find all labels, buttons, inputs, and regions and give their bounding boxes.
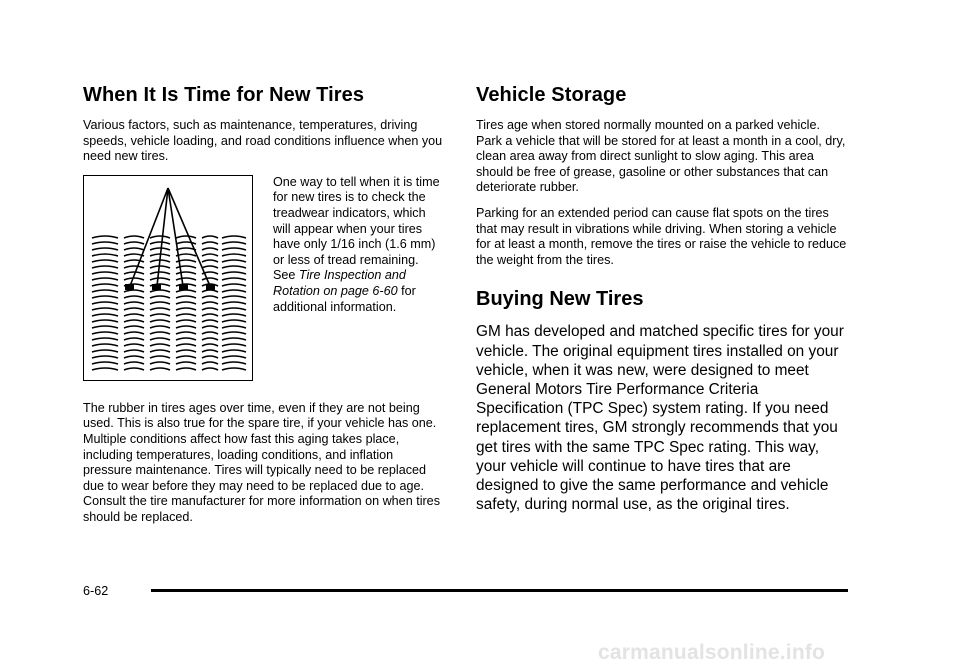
tread-line: [92, 248, 118, 250]
tread-line: [150, 314, 170, 316]
tread-line: [92, 338, 118, 340]
buying-paragraph: GM has developed and matched specific tires for your vehicle. The original equipment tires installed on your vehicle, when it was new, were designed to meet General Motors Tire Performance Criteria Specification (TPC Spec) system rating. If you need replacement tires, GM strongly recommends that you get tires with the same TPC Spec rating. This way, your vehicle will continue to have tires that are designed to give the same performance and vehicle safety, during normal use, as the original tires.: [476, 323, 844, 514]
tread-line: [150, 350, 170, 352]
tread-line: [202, 266, 218, 268]
tread-line: [202, 362, 218, 364]
heading-new-tires: When It Is Time for New Tires: [83, 84, 365, 106]
tread-line: [92, 302, 118, 304]
tread-line: [202, 368, 218, 370]
tread-line: [92, 344, 118, 346]
tread-line: [92, 242, 118, 244]
tread-line: [150, 368, 170, 370]
tread-line: [92, 236, 118, 238]
tread-line: [150, 362, 170, 364]
tread-line: [176, 314, 196, 316]
tread-line: [150, 236, 170, 238]
heading-vehicle-storage: Vehicle Storage: [476, 84, 627, 106]
tread-line: [124, 308, 144, 310]
tread-line: [92, 362, 118, 364]
tread-line: [124, 248, 144, 250]
tread-line: [124, 338, 144, 340]
tread-line: [124, 356, 144, 358]
tread-line: [176, 362, 196, 364]
tread-line: [202, 242, 218, 244]
tread-line: [176, 320, 196, 322]
tread-line: [124, 362, 144, 364]
tread-line: [92, 356, 118, 358]
tread-line: [176, 350, 196, 352]
tread-line: [176, 344, 196, 346]
tread-line: [202, 296, 218, 298]
tread-line: [176, 326, 196, 328]
tread-line: [176, 332, 196, 334]
tread-line: [176, 296, 196, 298]
treadwear-text-after: for additional information.: [273, 283, 416, 314]
tread-line: [124, 368, 144, 370]
tread-line: [92, 326, 118, 328]
tread-line: [124, 350, 144, 352]
tread-line: [150, 242, 170, 244]
tread-line: [124, 344, 144, 346]
tread-line: [202, 320, 218, 322]
tread-line: [176, 242, 196, 244]
tread-line: [150, 248, 170, 250]
tread-line: [222, 356, 246, 358]
tread-line: [202, 308, 218, 310]
tread-line: [176, 302, 196, 304]
tread-line: [222, 362, 246, 364]
tread-line: [124, 332, 144, 334]
tread-line: [222, 308, 246, 310]
tread-line: [176, 278, 196, 280]
tread-line: [92, 332, 118, 334]
tread-line: [222, 290, 246, 292]
tread-line: [222, 350, 246, 352]
tread-line: [202, 332, 218, 334]
tread-line: [222, 296, 246, 298]
tread-line: [150, 308, 170, 310]
tread-line: [202, 314, 218, 316]
tread-line: [92, 314, 118, 316]
treadwear-description: [273, 175, 443, 315]
tread-line: [222, 302, 246, 304]
tread-line: [124, 302, 144, 304]
tread-line: [222, 284, 246, 286]
storage-paragraph-2: Parking for an extended period can cause flat spots on the tires that may result in vibrations while driving. When storing a vehicle for at least a month, remove the tires or raise the vehicle to reduce the weight from the tires.: [476, 205, 847, 267]
tire-inspection-link[interactable]: Tire Inspection and Rotation on page 6‑60: [273, 268, 406, 298]
tread-line: [92, 296, 118, 298]
tread-line: [92, 308, 118, 310]
tread-line: [92, 254, 118, 256]
tread-line: [222, 338, 246, 340]
tread-line: [150, 290, 170, 292]
page-number: 6-62: [83, 584, 109, 598]
tread-line: [124, 236, 144, 238]
tread-line: [176, 236, 196, 238]
watermark-text: carmanualsonline.info: [598, 641, 826, 664]
tread-line: [202, 344, 218, 346]
tread-line: [222, 242, 246, 244]
tread-line: [222, 260, 246, 262]
tread-line: [150, 326, 170, 328]
tread-line: [222, 278, 246, 280]
tread-line: [202, 356, 218, 358]
tread-line: [92, 260, 118, 262]
tread-line: [124, 290, 144, 292]
tread-line: [176, 266, 196, 268]
tread-line: [202, 260, 218, 262]
tread-line: [202, 278, 218, 280]
tread-line: [176, 290, 196, 292]
tread-line: [124, 266, 144, 268]
tread-line: [202, 350, 218, 352]
tread-line: [176, 368, 196, 370]
tread-line: [202, 302, 218, 304]
tread-line: [222, 326, 246, 328]
tread-line: [92, 272, 118, 274]
tread-line: [202, 326, 218, 328]
footer-rule: [151, 589, 848, 592]
tread-line: [150, 344, 170, 346]
tread-line: [150, 320, 170, 322]
tread-line: [92, 284, 118, 286]
tread-line: [150, 296, 170, 298]
tread-line: [222, 266, 246, 268]
tread-line: [124, 296, 144, 298]
tread-line: [202, 290, 218, 292]
tread-line: [124, 242, 144, 244]
tread-line: [124, 260, 144, 262]
tread-line: [92, 266, 118, 268]
tread-line: [124, 278, 144, 280]
treadwear-text-before: One way to tell when it is time for new tires is to check the treadwear indicators, which will appear when your tires have only 1/16 inch (1.6 mm) or less of tread remaining. See: [273, 174, 440, 283]
tread-line: [202, 338, 218, 340]
tread-line: [202, 254, 218, 256]
tread-line: [124, 314, 144, 316]
tread-line: [92, 350, 118, 352]
tread-line: [150, 302, 170, 304]
tread-line: [202, 236, 218, 238]
intro-paragraph: Various factors, such as maintenance, temperatures, driving speeds, vehicle loading, and road conditions influence when you need new tires.: [83, 118, 443, 164]
tread-line: [176, 338, 196, 340]
tread-line: [92, 368, 118, 370]
tread-line: [176, 308, 196, 310]
tread-line: [222, 254, 246, 256]
treadwear-figure-row: [83, 175, 443, 401]
aging-paragraph: The rubber in tires ages over time, even if they are not being used. This is also true for the spare tire, if your vehicle has one. Multiple conditions affect how fast this aging takes place, including temperatures, loading conditions, and inflation pressure maintenance. Tires will typically need to be replaced due to wear before they may need to be replaced due to age. Consult the tire manufacturer for more information on when tires should be replaced.: [83, 400, 440, 524]
tread-line: [92, 278, 118, 280]
tread-line: [222, 248, 246, 250]
tread-line: [222, 332, 246, 334]
tread-line: [92, 320, 118, 322]
tire-tread-icon: [84, 176, 251, 379]
tread-line: [222, 236, 246, 238]
tread-line: [222, 368, 246, 370]
tread-line: [222, 272, 246, 274]
tread-line: [222, 320, 246, 322]
tread-line: [150, 356, 170, 358]
tread-line: [150, 338, 170, 340]
storage-paragraph-1: Tires age when stored normally mounted on a parked vehicle. Park a vehicle that will be stored for at least a month in a cool, dry, clean area away from direct sunlight to slow aging. This area should be free of grease, gasoline or other substances that can deteriorate rubber.: [476, 118, 846, 195]
tread-line: [124, 326, 144, 328]
tread-line: [222, 344, 246, 346]
tread-line: [202, 248, 218, 250]
treadwear-indicator-illustration: [83, 175, 253, 381]
heading-buying-new-tires: Buying New Tires: [476, 288, 644, 311]
tread-line: [150, 278, 170, 280]
tread-line: [150, 332, 170, 334]
tread-line: [124, 320, 144, 322]
tread-line: [176, 356, 196, 358]
right-column: [476, 84, 848, 514]
tread-line: [150, 272, 170, 274]
left-column: [83, 84, 443, 536]
tread-line: [222, 314, 246, 316]
tread-line: [176, 272, 196, 274]
tread-line: [92, 290, 118, 292]
